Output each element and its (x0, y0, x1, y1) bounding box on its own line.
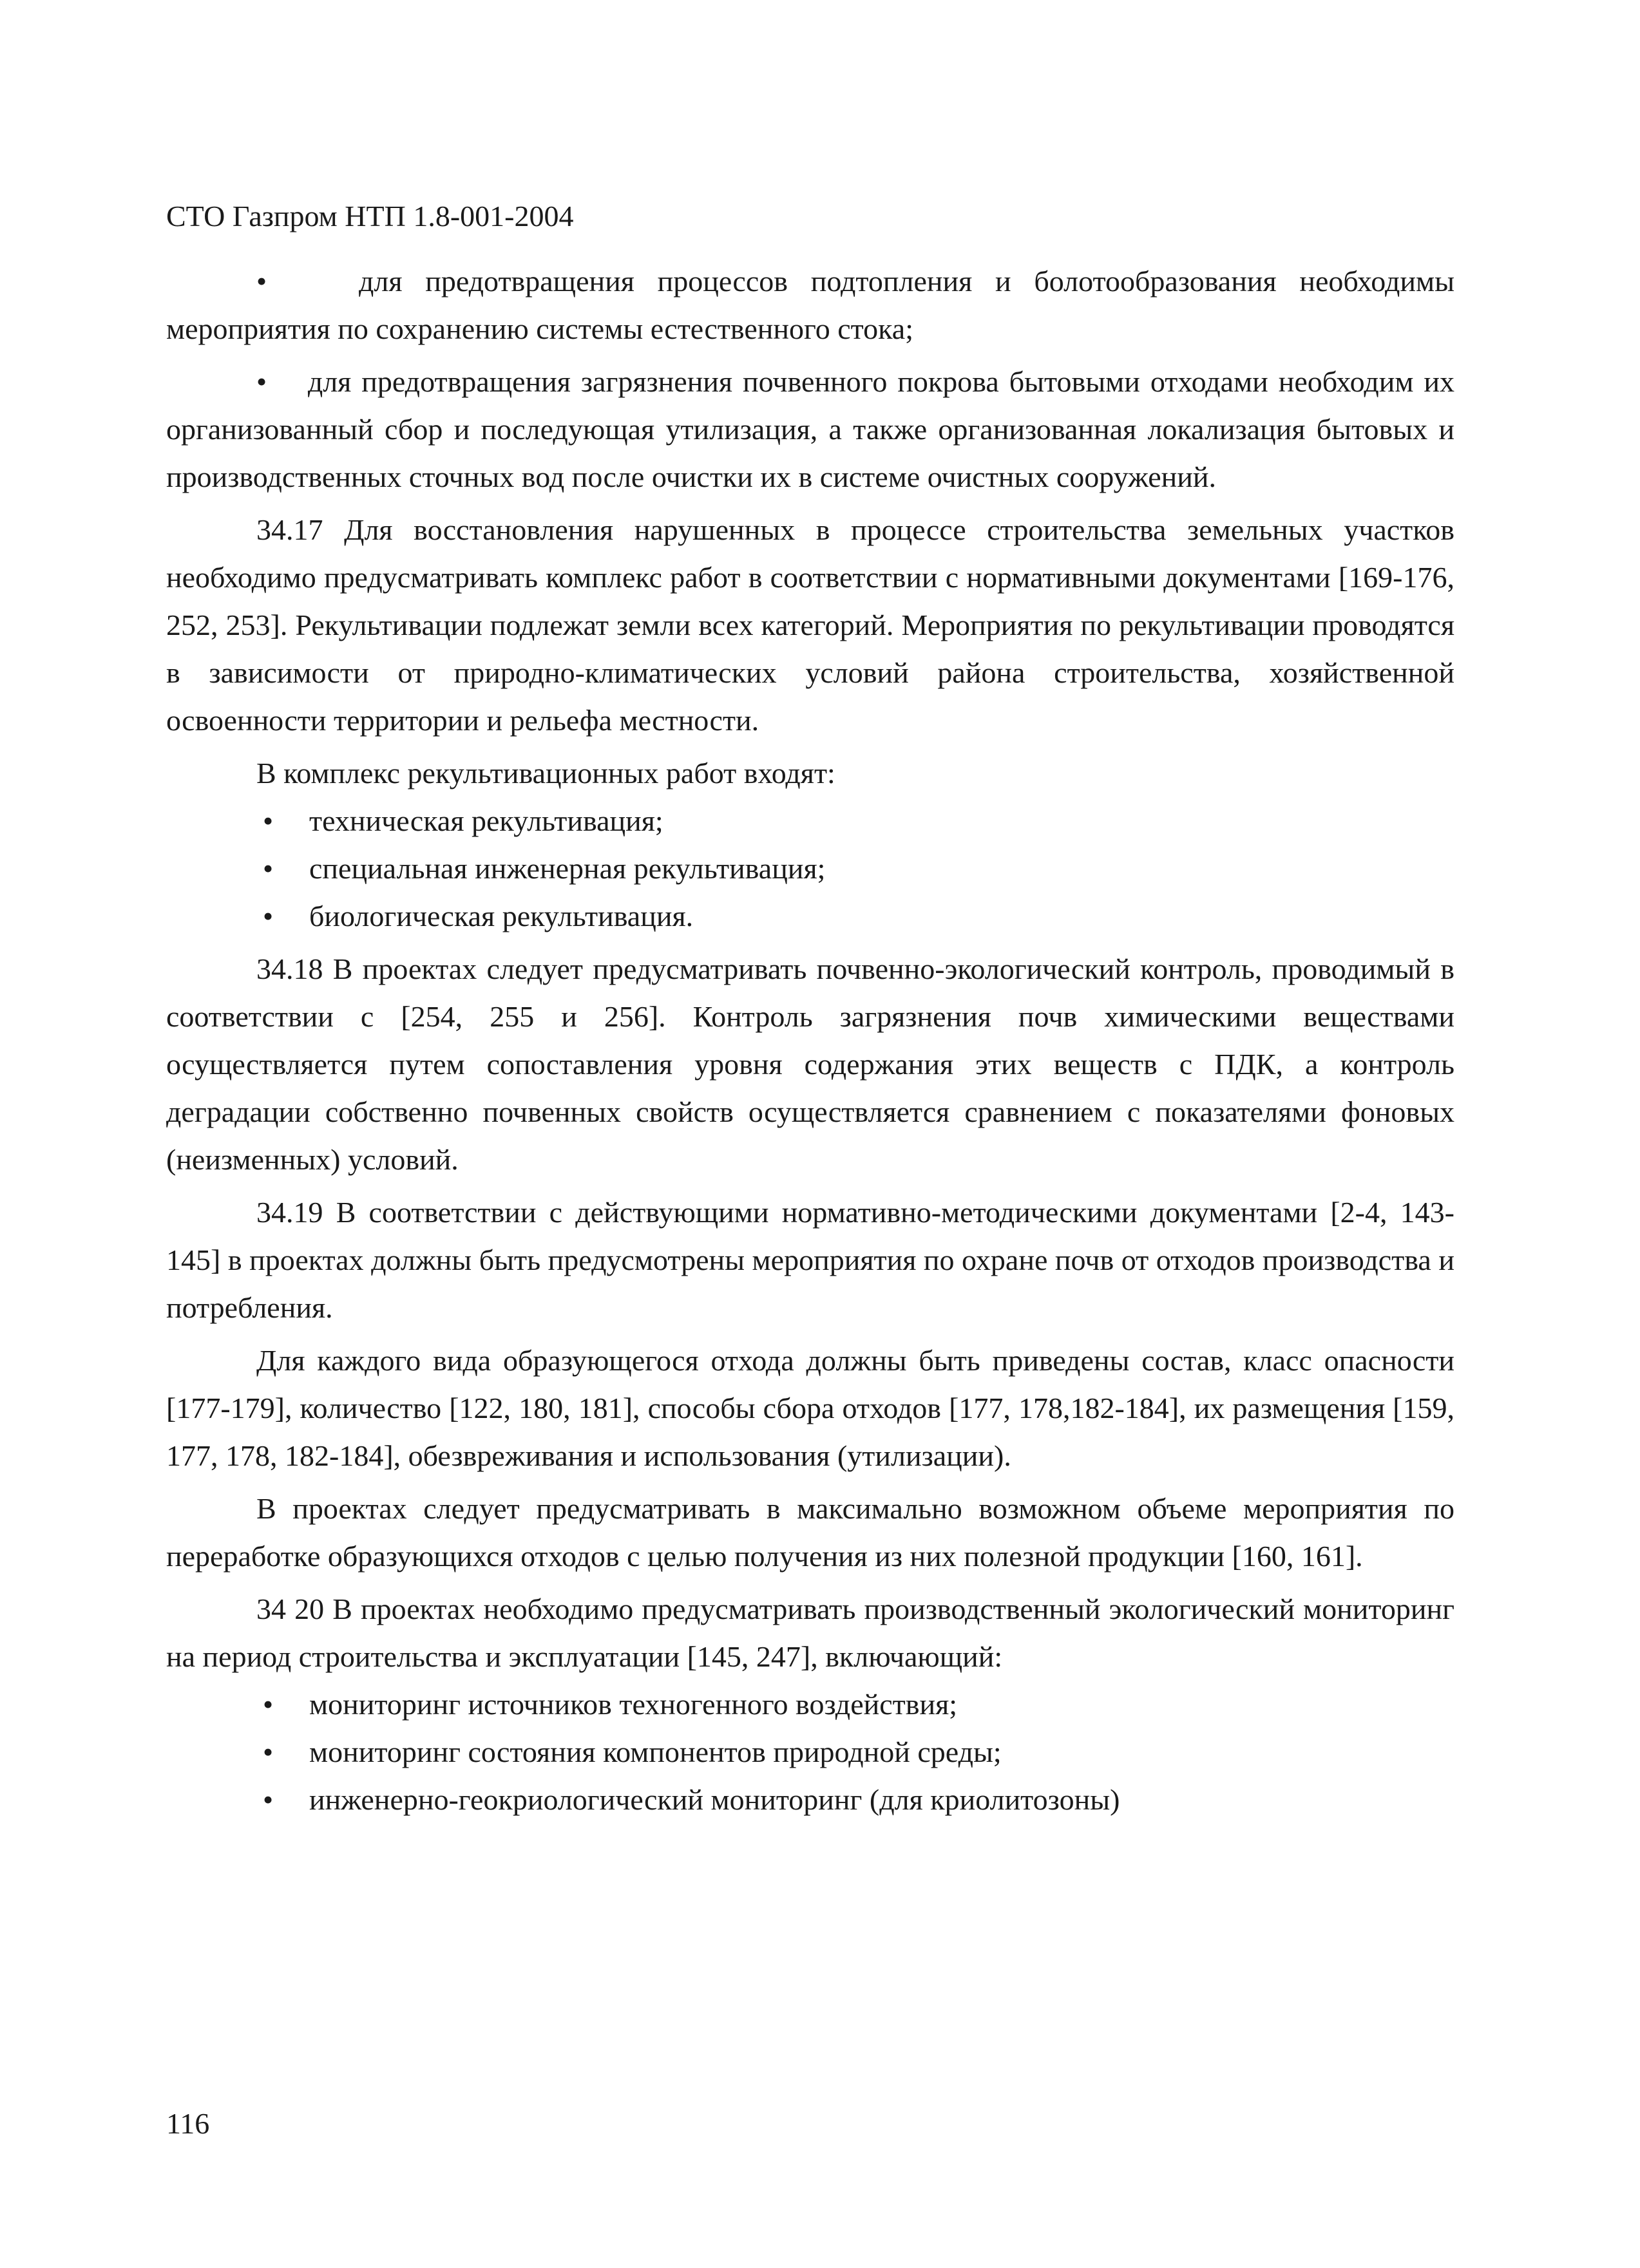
bullet-icon: • (256, 365, 267, 398)
list-item-monitoring-sources (166, 1681, 1454, 1728)
paragraph-waste-types: Для каждого вида образующегося отхода должны быть приведены состав, класс опасности [177-179], количество [122, 180, 181], способы сбора отходов [177, 178,182-184], их размещения [159, 177, 178, 182-184], обезвреживания и использования (утилизации). (166, 1344, 1454, 1472)
list-item-text: мониторинг состояния компонентов природной среды; (309, 1735, 1002, 1768)
bullet-icon: • (263, 804, 274, 837)
paragraph-34-19: 34.19 В соответствии с действующими нормативно-методическими документами [2-4, 143-145] в проектах должны быть предусмотрены мероприятия по охране почв от отходов производства и потребления. (166, 1196, 1454, 1324)
bullet-icon: • (263, 900, 274, 932)
list-item-biological (166, 893, 1454, 940)
bullet-icon: • (263, 1688, 274, 1721)
list-item-text: инженерно-геокриологический мониторинг (для криолитозоны) (309, 1783, 1120, 1816)
list-item-technical (166, 797, 1454, 845)
list-item-text: техническая рекультивация; (309, 804, 663, 837)
bullet-icon: • (263, 1783, 274, 1816)
list-item-engineering (166, 845, 1454, 893)
bullet-icon: • (263, 852, 274, 885)
paragraph-34-20: 34 20 В проектах необходимо предусматривать производственный экологический мониторинг на период строительства и эксплуатации [145, 247], включающий: (166, 1592, 1454, 1673)
document-body (166, 258, 1454, 1824)
page-number: 116 (166, 2107, 210, 2140)
bullet-text: для предотвращения загрязнения почвенного покрова бытовыми отходами необходим их организованный сбор и последующая утилизация, а также организованная локализация бытовых и производственных сточных вод после очистки их в системе очистных сооружений. (166, 365, 1454, 493)
list-item-monitoring-environment (166, 1728, 1454, 1776)
paragraph-waste-recycling: В проектах следует предусматривать в максимально возможном объеме мероприятия по переработке образующихся отходов с целью получения из них полезной продукции [160, 161]. (166, 1492, 1454, 1573)
list-item-text: мониторинг источников техногенного воздействия; (309, 1688, 958, 1721)
document-header: СТО Газпром НТП 1.8-001-2004 (166, 200, 574, 232)
list-item-monitoring-geocryology (166, 1776, 1454, 1824)
paragraph-recultivation-intro: В комплекс рекультивационных работ входят: (256, 757, 835, 789)
paragraph-34-17: 34.17 Для восстановления нарушенных в процессе строительства земельных участков необходимо предусматривать комплекс работ в соответствии с нормативными документами [169-176, 252, 253]. Рекультивации подлежат земли всех категорий. Мероприятия по рекультивации проводятся в зависимости от природно-климатических условий района строительства, хозяйственной освоенности территории и рельефа местности. (166, 513, 1454, 737)
paragraph-34-18: 34.18 В проектах следует предусматривать почвенно-экологический контроль, проводимый в соответствии с [254, 255 и 256]. Контроль загрязнения почв химическими веществами осуществляется путем сопоставления уровня содержания этих веществ с ПДК, а контроль деградации собственно почвенных свойств осуществляется сравнением с показателями фоновых (неизменных) условий. (166, 952, 1454, 1176)
paragraph-bullet-drainage (166, 258, 1454, 353)
bullet-icon: • (263, 1735, 274, 1768)
list-item-text: биологическая рекультивация. (309, 900, 694, 932)
list-item-text: специальная инженерная рекультивация; (309, 852, 826, 885)
bullet-icon: • (256, 265, 267, 298)
bullet-text: для предотвращения процессов подтопления и болотообразования необходимы мероприятия по сохранению системы естественного стока; (166, 265, 1454, 345)
paragraph-bullet-household-waste (166, 358, 1454, 501)
